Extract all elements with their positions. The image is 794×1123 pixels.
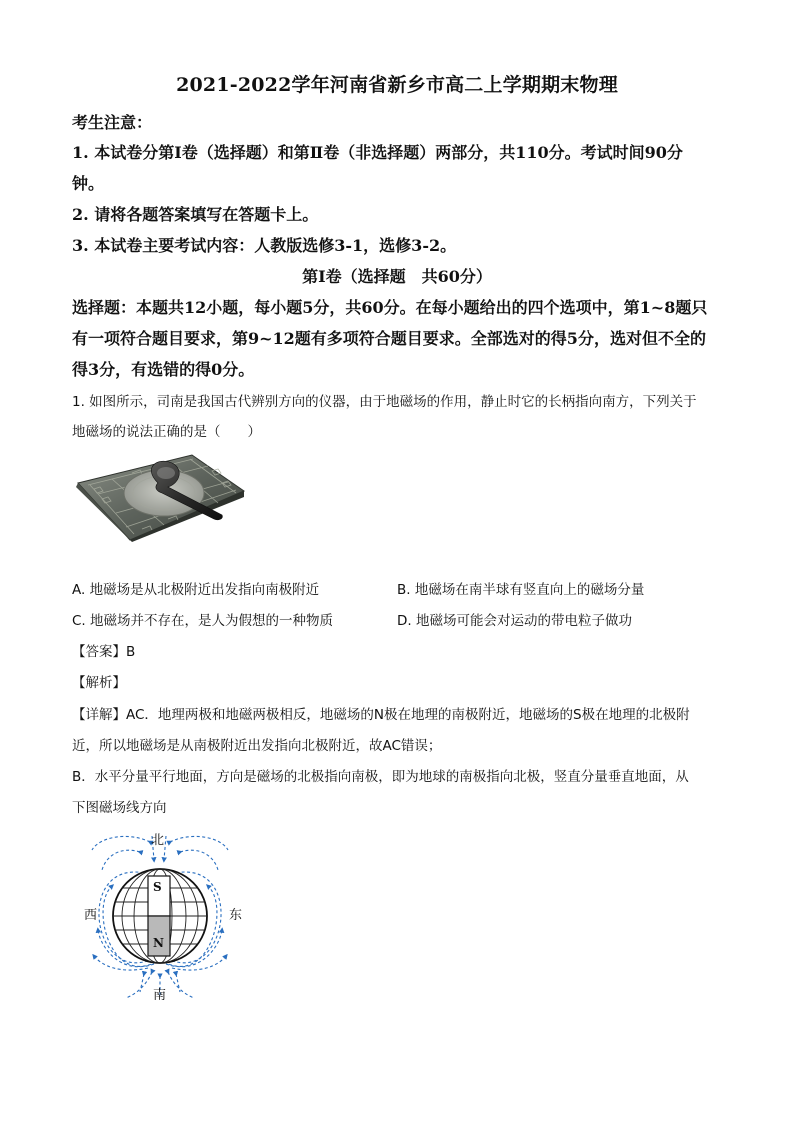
instructions-line-2: 有一项符合题目要求，第9~12题有多项符合题目要求。全部选对的得5分，选对但不全的 [72,329,706,348]
label-east: 东 [229,908,243,923]
earth-magnetic-field-figure [80,826,250,1006]
analysis-line-2: 近，所以地磁场是从南极附近出发指向北极附近，故AC错误； [72,738,442,754]
magnet-s-pole-label: S [153,880,162,894]
page-title: 2021-2022学年河南省新乡市高二上学期期末物理 [176,74,618,96]
label-north: 北 [151,833,165,848]
option-c: C. 地磁场并不存在，是人为假想的一种物质 [72,613,334,629]
sinan-compass-image [72,449,248,542]
option-a: A. 地磁场是从北极附近出发指向南极附近 [72,582,320,598]
label-west: 西 [84,908,98,923]
question-stem-line-2: 地磁场的说法正确的是（ ） [72,424,261,440]
analysis-line-3: B．水平分量平行地面，方向是磁场的北极指向南极，即为地球的南极指向北极，竖直分量垂直地面，从 [72,769,689,785]
option-d: D. 地磁场可能会对运动的带电粒子做功 [397,613,632,629]
section-title: 第Ⅰ卷（选择题 共60分） [302,267,492,286]
notice-item-2: 2. 请将各题答案填写在答题卡上。 [72,205,319,224]
answer-label: 【答案】B [72,644,136,660]
analysis-line-4: 下图磁场线方向 [72,800,167,816]
notice-heading: 考生注意： [72,113,153,132]
instructions-line-1: 选择题：本题共12小题，每小题5分，共60分。在每小题给出的四个选项中，第1~8题只 [72,298,708,317]
magnet-n-pole-label: N [153,936,164,950]
notice-item-1: 1. 本试卷分第Ⅰ卷（选择题）和第Ⅱ卷（非选择题）两部分，共110分。考试时间90分 [72,143,683,162]
analysis-line-1: 【详解】AC．地理两极和地磁两极相反，地磁场的N极在地理的南极附近，地磁场的S极在地理的北极附 [72,707,690,723]
question-stem-line-1: 1. 如图所示，司南是我国古代辨别方向的仪器，由于地磁场的作用，静止时它的长柄指向南方，下列关于 [72,394,697,410]
option-b: B. 地磁场在南半球有竖直向上的磁场分量 [397,582,645,598]
notice-item-3: 3. 本试卷主要考试内容：人教版选修3-1，选修3-2。 [72,236,457,255]
instructions-line-3: 得3分，有选错的得0分。 [72,360,255,379]
notice-item-1-cont: 钟。 [72,174,105,193]
analysis-heading: 【解析】 [72,675,126,691]
label-south: 南 [153,988,167,1003]
